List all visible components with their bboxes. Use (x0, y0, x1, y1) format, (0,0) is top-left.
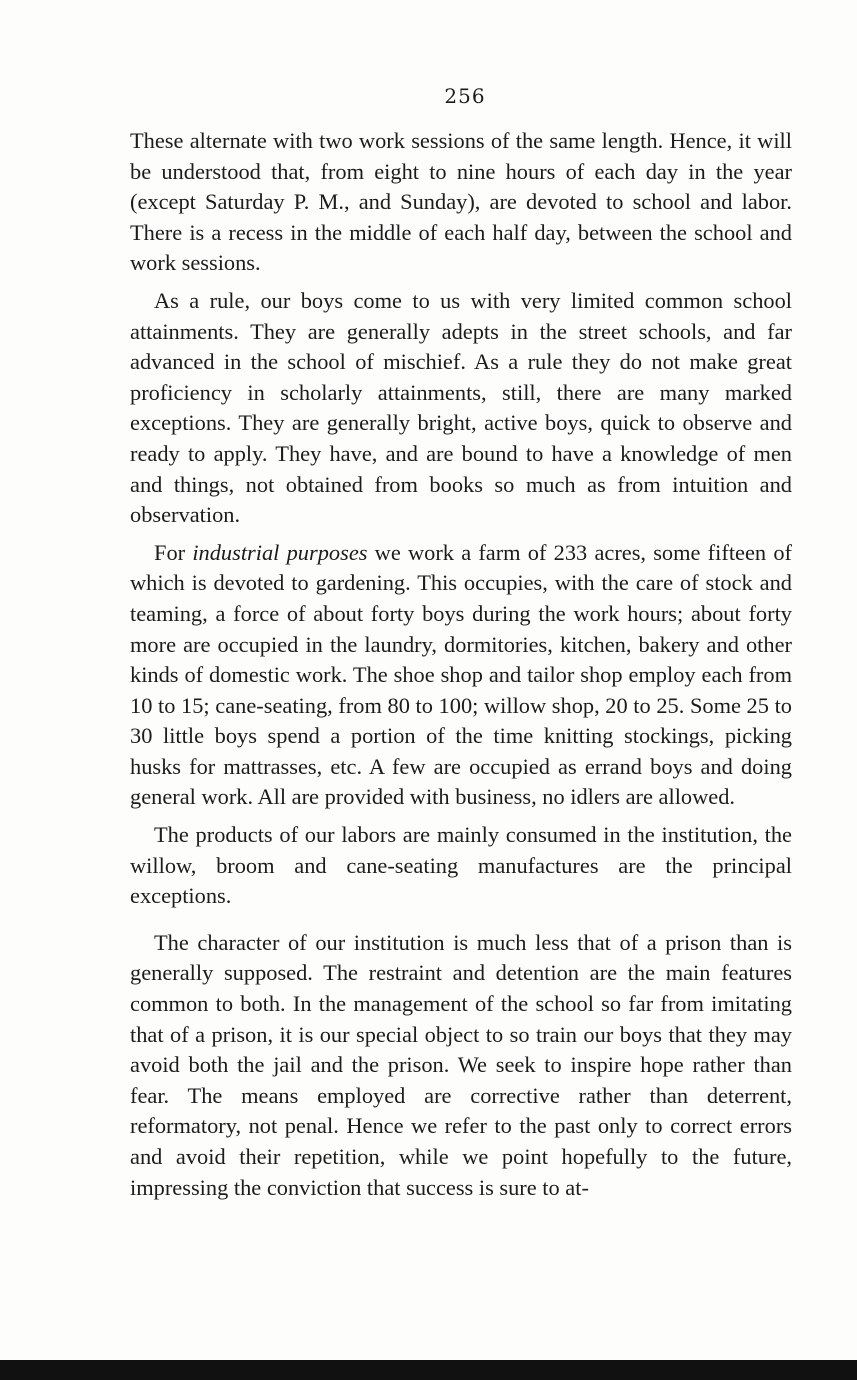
page-number: 256 (444, 84, 486, 108)
scan-bottom-edge (0, 1360, 857, 1380)
industrial-lead-word: For (154, 539, 186, 565)
paragraph-attainments: As a rule, our boys come to us with very limited common school attainments. They are generally adepts in the street schools, and far advanced in the school of mischief. As a rule they do not make great proficiency in scholarly attainments, still, there are many marked exceptions. They are generally bright, active boys, quick to observe and ready to apply. They have, and are bound to have a knowledge of men and things, not obtained from books so much as from intuition and observation. (130, 287, 792, 528)
industrial-purposes-emphasis: industrial purposes (192, 539, 368, 565)
paragraph-industrial-purposes (130, 538, 792, 813)
industrial-rest: we work a farm of 233 acres, some fifteen of which is devoted to gardening. This occupies, with the care of stock and teaming, a force of about forty boys during the work hours; about forty more are occupied in the laundry, dormitories, kitchen, bakery and other kinds of domestic work. The shoe shop and tailor shop employ each from 10 to 15; cane-seating, from 80 to 100; willow shop, 20 to 25. Some 25 to 30 little boys spend a portion of the time knitting stockings, picking husks for mattrasses, etc. A few are occupied as errand boys and doing general work. All are provided with business, no idlers are allowed. (130, 539, 792, 810)
paragraph-products: The products of our labors are mainly consumed in the institution, the willow, broom and cane-seating manufactures are the principal exceptions. (130, 822, 792, 909)
page-body (130, 126, 792, 1203)
paragraph-institution-character: The character of our institution is much less that of a prison than is generally supposed. The restraint and detention are the main features common to both. In the management of the school so far from imitating that of a prison, it is our special object to so train our boys that they may avoid both the jail and the prison. We seek to inspire hope rather than fear. The means employed are corrective rather than deterrent, reformatory, not penal. Hence we refer to the past only to correct errors and avoid their repetition, while we point hopefully to the future, impressing the conviction that success is sure to at- (130, 929, 792, 1200)
paragraph-work-sessions: These alternate with two work sessions of the same length. Hence, it will be understood that, from eight to nine hours of each day in the year (except Saturday P. M., and Sunday), are devoted to school and labor. There is a recess in the middle of each half day, between the school and work sessions. (130, 128, 792, 276)
